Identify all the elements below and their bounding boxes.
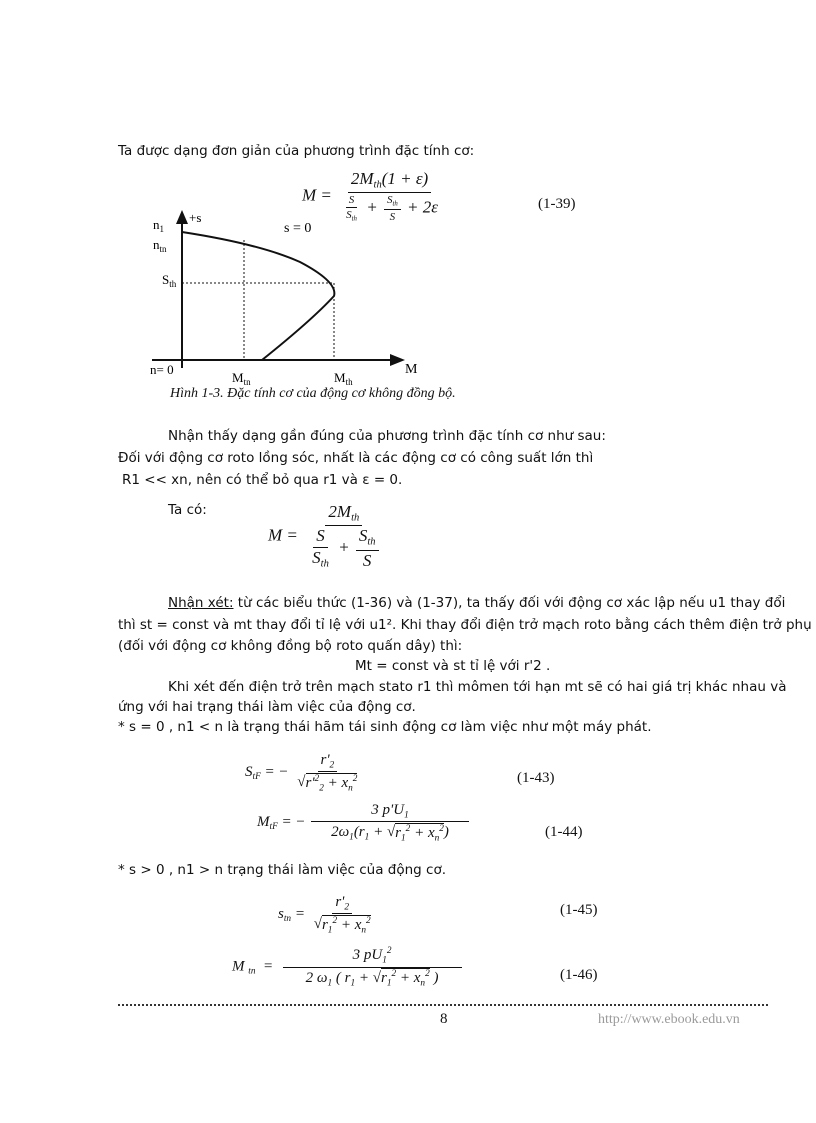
footer-rule [118, 1004, 768, 1006]
label-plus-s: +s [189, 210, 202, 225]
equation-number-1-39: (1-39) [538, 196, 576, 212]
label-mth: $M_{th}$ [334, 370, 353, 387]
equation-1-39: M = $2M_{th}(1 + \varepsilon)$ $\frac{S}{S_{th}}$ + $\frac{S_{th}}{S}$ + 2ε [302, 169, 438, 224]
intro-paragraph: Ta được dạng đơn giản của phương trình đặc tính cơ: [118, 143, 475, 159]
remark-line-1: Nhận xét: từ các biểu thức (1-36) và (1-37), ta thấy đối với động cơ xác lập nếu u1 thay đổi [168, 595, 786, 611]
label-mtn: $M_{tn}$ [232, 370, 251, 387]
equation-number-1-44: (1-44) [545, 824, 583, 840]
remark-line-2: thì st = const và mt thay đổi tỉ lệ với u1². Khi thay đổi điện trở mạch roto bằng cách thêm điện trở phụ [118, 617, 812, 633]
label-m: M [405, 362, 418, 377]
label-n0: n= 0 [150, 362, 174, 377]
footer-url[interactable]: http://www.ebook.edu.vn [598, 1012, 740, 1027]
ta-co-label: Ta có: [168, 502, 207, 518]
case-1-line: * s = 0 , n1 < n là trạng thái hãm tái sinh động cơ làm việc như một máy phát. [118, 719, 652, 735]
x-axis-arrow [390, 354, 405, 366]
note-line-1: Nhận thấy dạng gần đúng của phương trình đặc tính cơ như sau: [168, 428, 606, 444]
label-n1: $n_1$ [153, 217, 164, 234]
page-number: 8 [440, 1011, 448, 1027]
characteristic-curve [182, 232, 334, 360]
equation-number-1-43: (1-43) [517, 770, 555, 786]
equation-1-43: $S_{tF}$ = − $\frac{r'_2}{√r'^2_2 + x_n^2}$ [245, 752, 358, 793]
equation-1-45: $s_{tn}$ = $\frac{r'_2}{√r_1^2 + x_n^2}$ [278, 894, 371, 935]
remark-line-3: (đối với động cơ không đồng bộ roto quấn dây) thì: [118, 638, 463, 654]
equation-1-46: M $_{tn}$ = $\frac{3 pU_1^2}{2 \omega_1 ( r_1 + √r_1^2 + x_n^2 )}$ [232, 946, 464, 988]
label-sth: $S_{th}$ [162, 272, 177, 289]
note-line-2: Đối với động cơ roto lồng sóc, nhất là các động cơ có công suất lớn thì [118, 450, 594, 466]
equation-simple: M = $2M_{th}$ $\frac{S}{S_{th}}$ + $\frac{S_{th}}{S}$ [268, 503, 386, 570]
remark-label: Nhận xét: [168, 595, 234, 611]
label-s0: s = 0 [284, 221, 312, 236]
y-axis-arrow [176, 210, 188, 224]
remark-line-5: Khi xét đến điện trở trên mạch stato r1 thì mômen tới hạn mt sẽ có hai giá trị khác nhau và [168, 679, 787, 695]
label-ntn: $n_{tn}$ [153, 237, 167, 254]
case-2-line: * s > 0 , n1 > n trạng thái làm việc của động cơ. [118, 862, 447, 878]
equation-number-1-45: (1-45) [560, 902, 598, 918]
remark-line-4: Mt = const và st tỉ lệ với r'2 . [355, 658, 551, 674]
figure-caption: Hình 1-3. Đặc tính cơ của động cơ không đồng bộ. [170, 386, 456, 401]
note-line-3: R1 << xn, nên có thể bỏ qua r1 và ε = 0. [122, 472, 403, 488]
remark-line-6: ứng với hai trạng thái làm việc của động cơ. [118, 699, 416, 715]
equation-1-44: $M_{tF}$ = − $\frac{3 p'U_1}{2\omega_1(r_1 + √r_1^2 + x_n^2)}$ [257, 802, 471, 843]
torque-speed-figure [0, 0, 816, 400]
equation-number-1-46: (1-46) [560, 967, 598, 983]
